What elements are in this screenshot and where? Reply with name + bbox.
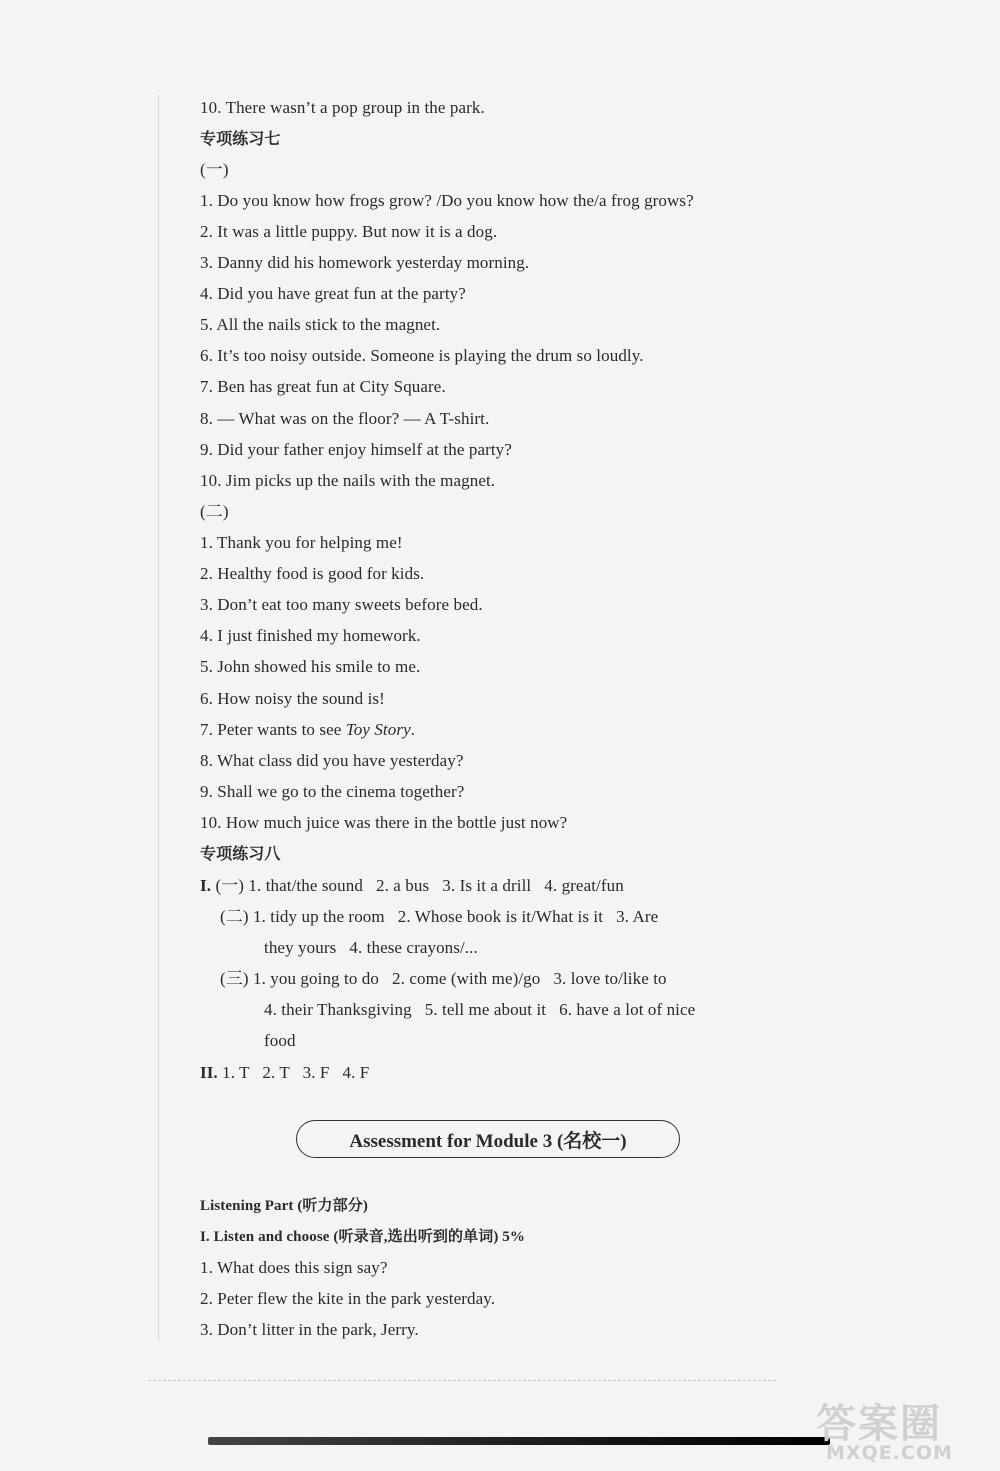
- answer-line: 1. Thank you for helping me!: [200, 533, 403, 552]
- answer-text: 1. T 2. T 3. F 4. F: [222, 1063, 370, 1082]
- margin-rule: [158, 95, 159, 1340]
- answer-line: 7. Ben has great fun at City Square.: [200, 377, 446, 396]
- answer-line: 8. — What was on the floor? — A T-shirt.: [200, 409, 490, 428]
- answer-line: [200, 1062, 369, 1084]
- answer-line: (三) 1. you going to do 2. come (with me)/go 3. love to/like to: [220, 969, 667, 988]
- part-label-2: (二): [200, 502, 229, 521]
- answer-line: 4. Did you have great fun at the party?: [200, 284, 466, 303]
- answer-text: .: [410, 720, 416, 739]
- answer-line: 2. Healthy food is good for kids.: [200, 564, 425, 583]
- answer-line: 1. Do you know how frogs grow? /Do you know how the/a frog grows?: [200, 191, 694, 210]
- answer-line: 10. How much juice was there in the bottle just now?: [200, 813, 568, 832]
- answer-line: food: [264, 1031, 296, 1050]
- listening-part-heading: Listening Part (听力部分): [200, 1198, 368, 1214]
- section-heading-8: 专项练习八: [200, 844, 281, 863]
- question-line: 2. Peter flew the kite in the park yesterday.: [200, 1289, 496, 1308]
- answer-line: 6. How noisy the sound is!: [200, 689, 385, 708]
- answer-line: 3. Danny did his homework yesterday morning.: [200, 253, 530, 272]
- answer-line: 5. John showed his smile to me.: [200, 657, 421, 676]
- roman-label: I.: [200, 876, 212, 895]
- footer-dotted-rule: [148, 1380, 776, 1381]
- answer-line: 8. What class did you have yesterday?: [200, 751, 464, 770]
- answer-line: (二) 1. tidy up the room 2. Whose book is it/What is it 3. Are: [220, 907, 659, 926]
- answer-line: 4. I just finished my homework.: [200, 626, 421, 645]
- question-line: 3. Don’t litter in the park, Jerry.: [200, 1320, 419, 1339]
- answer-line: 5. All the nails stick to the magnet.: [200, 315, 441, 334]
- answer-line: [200, 719, 415, 741]
- answer-line: 10. There wasn’t a pop group in the park.: [200, 98, 485, 117]
- answer-line: 3. Don’t eat too many sweets before bed.: [200, 595, 483, 614]
- watermark-text: 答案圈: [816, 1401, 942, 1447]
- section-heading-7: 专项练习七: [200, 129, 281, 148]
- movie-title: Toy Story: [345, 720, 411, 739]
- answer-text: 7. Peter wants to see: [200, 720, 346, 739]
- bottom-bar: [208, 1437, 830, 1445]
- answer-text: (一) 1. that/the sound 2. a bus 3. Is it a drill 4. great/fun: [215, 876, 624, 895]
- watermark-url: MXQE.COM: [826, 1442, 953, 1464]
- watermark-logo: [816, 1392, 992, 1468]
- answer-line: [200, 875, 624, 897]
- section-heading-listen: I. Listen and choose (听录音,选出听到的单词) 5%: [200, 1229, 525, 1245]
- part-label-1: (一): [200, 160, 229, 179]
- answer-line: 9. Shall we go to the cinema together?: [200, 782, 465, 801]
- assessment-title: Assessment for Module 3 (名校一): [296, 1120, 680, 1158]
- answer-line: 2. It was a little puppy. But now it is a dog.: [200, 222, 498, 241]
- answer-line: 4. their Thanksgiving 5. tell me about it 6. have a lot of nice: [264, 1000, 696, 1019]
- answer-line: 9. Did your father enjoy himself at the party?: [200, 440, 512, 459]
- answer-line: 6. It’s too noisy outside. Someone is playing the drum so loudly.: [200, 346, 644, 365]
- answer-line: they yours 4. these crayons/...: [264, 938, 478, 957]
- answer-line: 10. Jim picks up the nails with the magnet.: [200, 471, 496, 490]
- question-line: 1. What does this sign say?: [200, 1258, 388, 1277]
- roman-label: II.: [200, 1063, 218, 1082]
